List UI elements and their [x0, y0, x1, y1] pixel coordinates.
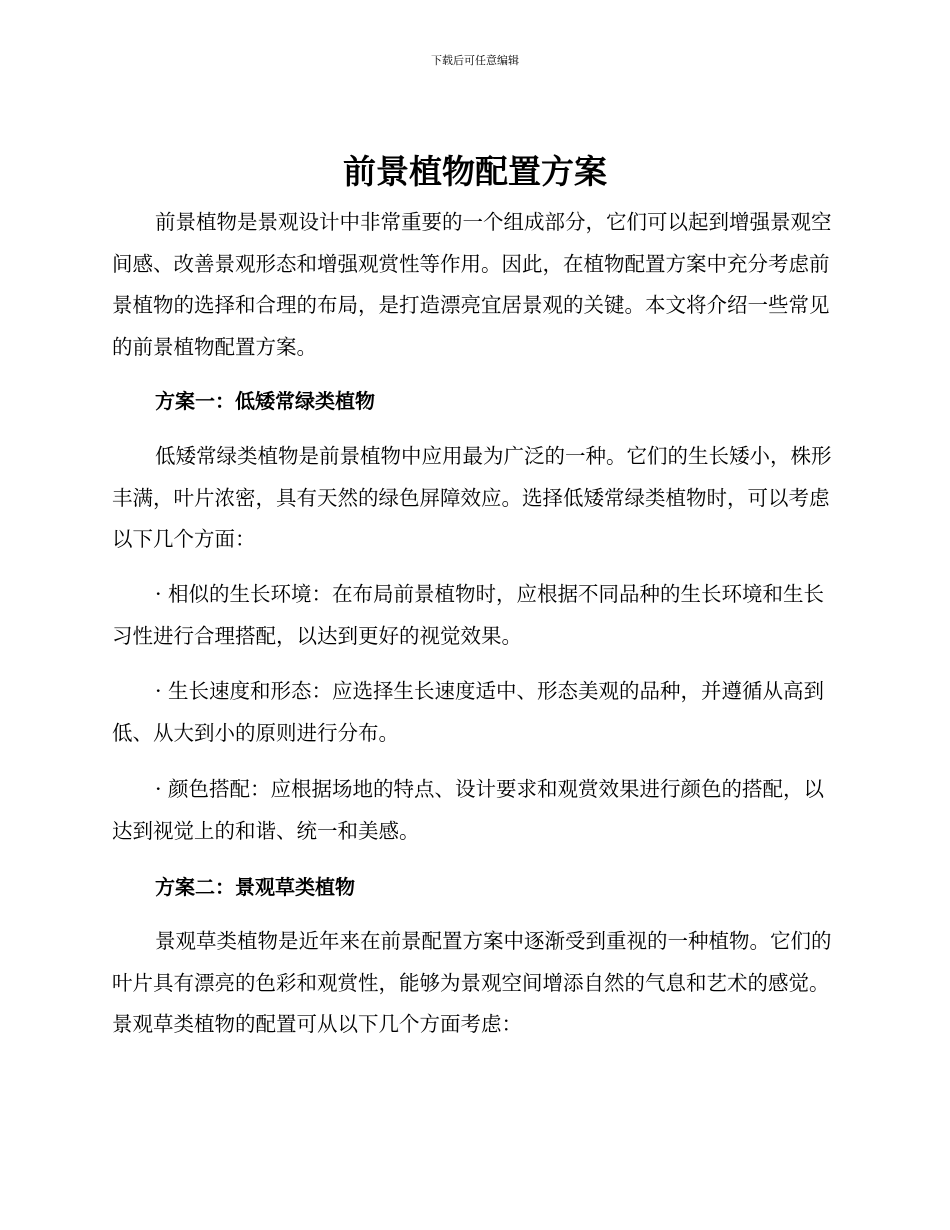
bullet-item-3: · 颜色搭配：应根据场地的特点、设计要求和观赏效果进行颜色的搭配，以达到视觉上的和谐、统一和美感。 — [112, 777, 825, 843]
intro-paragraph: 前景植物是景观设计中非常重要的一个组成部分，它们可以起到增强景观空间感、改善景观形态和增强观赏性等作用。因此，在植物配置方案中充分考虑前景植物的选择和合理的布局，是打造漂亮宜居景观的关键。本文将介绍一些常见的前景植物配置方案。 — [112, 210, 832, 359]
bullet-item-1: · 相似的生长环境：在布局前景植物时，应根据不同品种的生长环境和生长习性进行合理搭配，以达到更好的视觉效果。 — [112, 582, 825, 648]
section-paragraph-1: 低矮常绿类植物是前景植物中应用最为广泛的一种。它们的生长矮小，株形丰满，叶片浓密，具有天然的绿色屏障效应。选择低矮常绿类植物时，可以考虑以下几个方面： — [112, 444, 832, 551]
page-header-note: 下载后可任意编辑 — [431, 54, 519, 67]
document-title: 前景植物配置方案 — [343, 152, 607, 191]
section-heading-1: 方案一：低矮常绿类植物 — [155, 389, 375, 413]
section-heading-2: 方案二：景观草类植物 — [155, 875, 355, 899]
section-paragraph-2: 景观草类植物是近年来在前景配置方案中逐渐受到重视的一种植物。它们的叶片具有漂亮的色彩和观赏性，能够为景观空间增添自然的气息和艺术的感觉。景观草类植物的配置可从以下几个方面考虑： — [112, 929, 832, 1036]
bullet-item-2: · 生长速度和形态：应选择生长速度适中、形态美观的品种，并遵循从高到低、从大到小的原则进行分布。 — [112, 679, 825, 745]
